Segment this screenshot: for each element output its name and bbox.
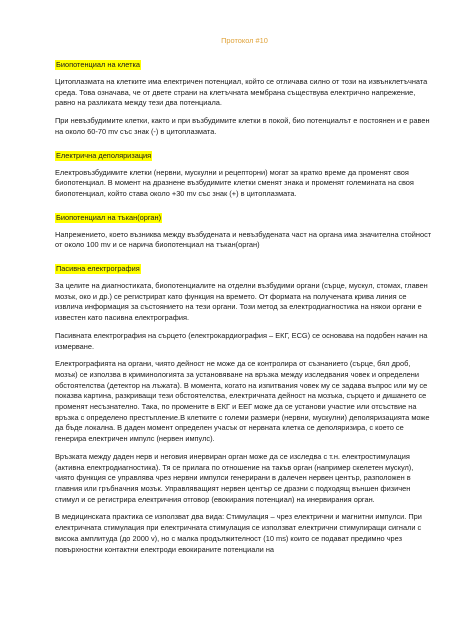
section-cell-biopotential (55, 54, 434, 138)
paragraph: При невъзбудимите клетки, както и при възбудимите клетки в покой, био потенциалът е постоянен и е равен на около 60-70 mv със знак (-) в цитоплазмата. (55, 116, 430, 136)
paragraph: За целите на диагностиката, биопотенциалите на отделни възбудими органи (сърце, мускул, стомах, главен мозък, око и др.) се регистрират като функция на времето. От формата на получената крива линия се извлича информация за състоянието на тези органи. Този метод за електродиагностика на някои органи е известен като пасивна електрография. (55, 281, 428, 323)
section-heading: Пасивна електрография (56, 264, 140, 274)
document-title: Протокол #10 (221, 36, 268, 45)
paragraph: Пасивната електрография на сърцето (електрокардиография – ЕКГ, ECG) се основава на подобен начин на измерване. (55, 330, 428, 351)
paragraph: Напрежението, което възниква между възбудената и невъзбудената част на органа има значителна стойност от около 100 mv и се нарича биопотенциал на тъкан(орган) (55, 229, 432, 250)
section-heading: Електрична деполяризация (56, 150, 152, 160)
paragraph: Цитоплазмата на клетките има електричен потенциал, който се отличава силно от този на извънклетъчната среда. Това означава, че от двете страни на клетъчната мембрана съществува електрично напрежение, равно на разликата между тези два потенциала. (55, 77, 428, 108)
section-heading: Биопотенциал на клетка (56, 60, 140, 69)
paragraph: Връзката между даден нерв и неговия инервиран орган може да се изследва с т.н. електростимулация (активна електродиагностика). Тя се прилага по отношение на такъв орган (например скелетен мускул), чиято функция се управлява чрез нервни импулси генерирани в далечен нервен център, разположен в главния или гръбначния мозък. Управляващият нервен център се дразни с подходящ външен физичен стимул и се регистрира електричния отговор (евокирания потенциал) на инервирания орган. (55, 451, 414, 504)
section-depolarization (55, 145, 434, 200)
section-passive-electrography (55, 258, 434, 555)
paragraph: Електровъзбудимите клетки (нервни, мускулни и рецепторни) могат за кратко време да променят своя биопотенциал. В момент на дразнене възбудимите клетки сменят знака и променят големината на своя биопотенциал, който става около +30 mv със знак (+) в цитоплазмата. (55, 167, 414, 198)
paragraph: В медицинската практика се използват два вида: Стимулация – чрез електрични и магнитни импулси. При електричната стимулация при електричната стимулация се използват електрични стимулиращи сигнали с висока амплитуда (до 2000 v), но с малка продължителност (10 ms) които се подават предимно чрез повърхностни контактни електроди евокираните потенциали на (55, 512, 422, 554)
section-tissue-biopotential (55, 207, 434, 251)
paragraph: Електрографията на органи, чиято дейност не може да се контролира от съзнанието (сърце, бял дроб, мозък) се използва в криминологията за установяване на връзка между изследвания човек и определени обстоятелства (детектор на лъжата). В момента, когато на изпитвания човек му се задава въпрос или му се показва картина, разкриващи тези обстоятелства, електричната дейност на мозъка, сърцето и дишането се променят несъзнателно. Така, по промените в ЕКГ и ЕЕГ може да се установи участие или отсъствие на връзка с определено престъпление.В клетките с големи размери (нервни, мускулни) деполяризацията може да бъде локална. В даден момент определен учaсък от нервната клетка се деполяризира, с което се генерира електричен импулс (нервен импулс). (55, 359, 430, 444)
section-heading: Биопотенциал на тъкан(орган) (56, 212, 162, 222)
